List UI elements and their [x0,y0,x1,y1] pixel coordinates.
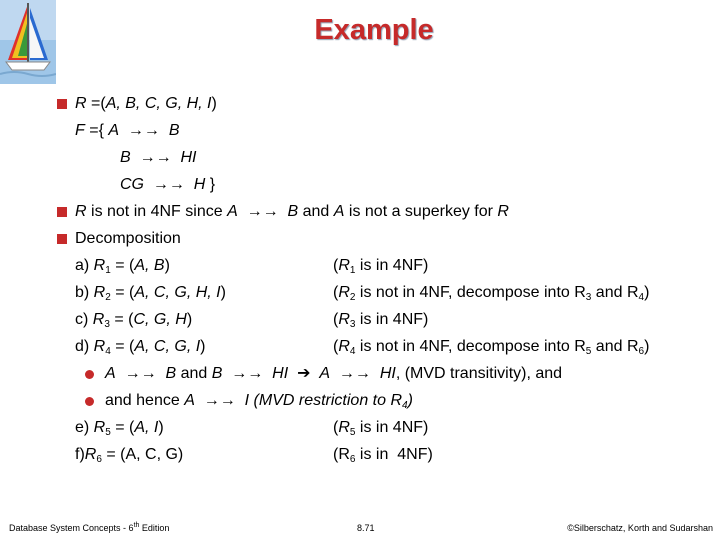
fd-line-3: CG →→ H } [120,176,216,193]
mvd-transitivity: A →→ B and B →→ HI ➔ A →→ HI, (MVD transitivity), and [105,365,563,382]
footer-page-number: 8.71 [357,523,375,533]
footer-right: ©Silberschatz, Korth and Sudarshan [567,523,713,533]
step-f-left: $f)R_6 = (A$, C, G) [75,446,184,465]
step-b-right: ($R_2$ is not in 4NF, decompose into $R_3$ and $R_4$) [333,284,650,303]
step-f-right: ($R_6$ is in 4NF) [333,446,433,465]
bullet-icon [57,207,67,217]
sub-bullet-icon [85,370,94,379]
step-e-right: ($R_5$ is in 4NF) [333,419,429,438]
sub-bullet-icon [85,397,94,406]
page-title: Example [314,14,434,46]
fd-line-1: F ={ A →→ B [75,122,180,139]
step-e-left: e) $R_5 = (A$, I) [75,419,164,438]
decomposition-heading: Decomposition [75,230,181,247]
step-c-left: c) $R_3 = (C$, G, H) [75,311,193,330]
step-d-left: d) $R_4 = (A$, C, G, I) [75,338,206,357]
footer-left: Database System Concepts - 6th Edition [9,522,170,533]
step-a-left: a) $R_1 = (A$, B) [75,257,170,276]
mvd-restriction: and hence A →→ I (MVD restriction to $R_4$) [105,392,413,411]
step-c-right: ($R_3$ is in 4NF) [333,311,429,330]
step-d-right: ($R_4$ is not in 4NF, decompose into $R_5$ and $R_6$) [333,338,650,357]
relation-definition: R =(A, B, C, G, H, I) [75,95,217,112]
step-b-left: b) $R_2 = (A$, C, G, H, I) [75,284,226,303]
not-4nf-statement: R is not in 4NF since A →→ B and A is not a superkey for R [75,203,509,220]
step-a-right: ($R_1$ is in 4NF) [333,257,429,276]
bullet-icon [57,99,67,109]
bullet-icon [57,234,67,244]
fd-line-2: B →→ HI [120,149,197,166]
